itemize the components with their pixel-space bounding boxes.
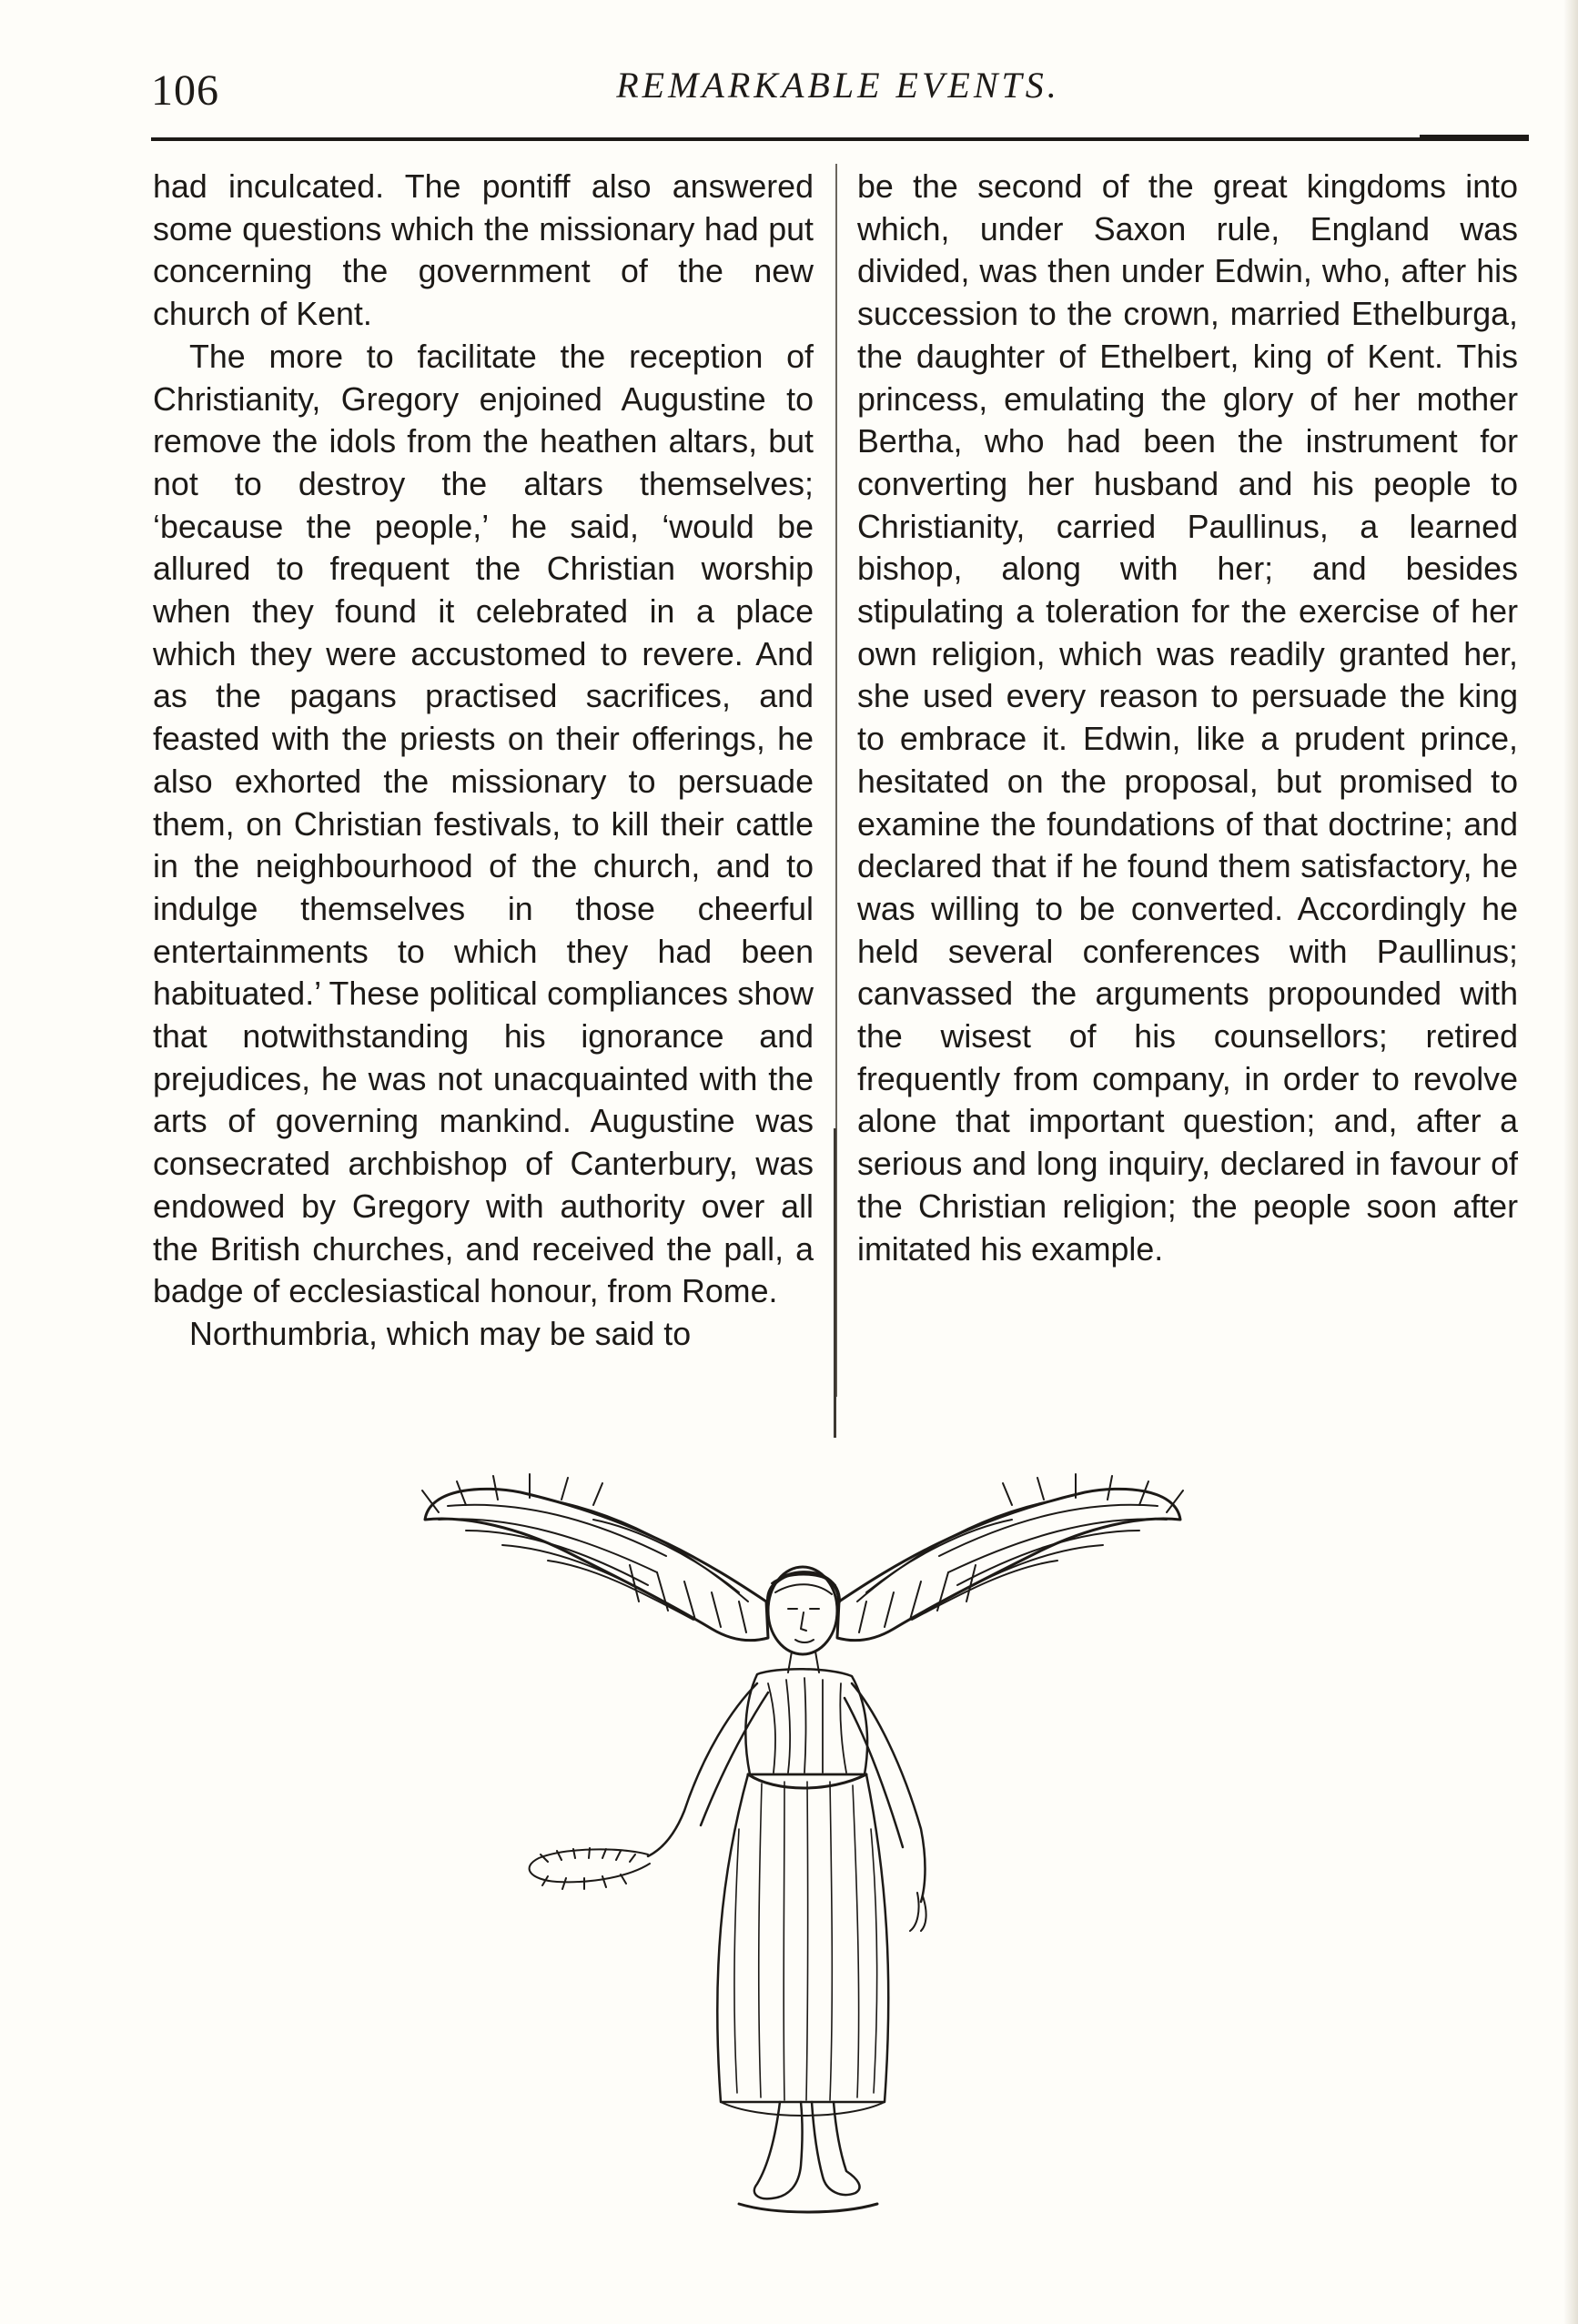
page-number: 106 [151, 66, 219, 115]
right-wing-icon [837, 1474, 1183, 1641]
left-wing-icon [422, 1474, 768, 1641]
running-title: REMARKABLE EVENTS. [616, 65, 1060, 106]
page-edge [1563, 0, 1578, 2324]
paragraph: had inculcated. The pontiff also answered some questions which the missionary had put concerning the government of the new church of Kent. [153, 168, 814, 333]
header-rule [151, 137, 1525, 141]
paragraph: Northumbria, which may be said to [189, 1315, 692, 1352]
left-column [153, 166, 814, 1356]
feet-icon [739, 2102, 877, 2212]
column-divider-lower [834, 1128, 836, 1438]
wreath-icon [530, 1848, 650, 1889]
paragraph: The more to facilitate the reception of Christianity, Gregory enjoined Augustine to remove the idols from the heathen altars, but not to destroy the altars themselves; ‘because the people,’ he said, ‘would be allured to frequent the Christian worship when they found it celebrated in a place which they were accustomed to revere. And as the pagans practised sacrifices, and feasted with the priests on their offerings, he also exhorted the missionary to persuade them, on Christian festivals, to kill their cattle in the neighbourhood of the church, and to indulge themselves in those cheerful entertainments to which they had been habituated.’ These political compliances show that notwithstanding his ignorance and prejudices, he was not unacquainted with the arts of governing mankind. Augustine was consecrated archbishop of Canterbury, was endowed by Gregory with authority over all the British churches, and received the pall, a badge of ecclesiastical honour, from Rome. [153, 338, 814, 1310]
right-column [857, 166, 1518, 1270]
winged-victory-engraving-icon [411, 1465, 1194, 2238]
header-rule-end [1420, 135, 1529, 141]
paragraph: be the second of the great kingdoms into which, under Saxon rule, England was divided, was then under Edwin, who, after his succession to the crown, married Ethelburga, the daughter of Ethelbert, king of Kent. This princess, emulating the glory of her mother Bertha, who had been the instrument for converting her husband and his people to Christianity, carried Paullinus, a learned bishop, along with her; and besides stipulating a toleration for the exercise of her own religion, which was readily granted her, she used every reason to persuade the king to embrace it. Edwin, like a prudent prince, hesitated on the proposal, but promised to examine the foundations of that doctrine; and declared that if he found them satisfactory, he was willing to be converted. Accordingly he held several conferences with Paullinus; canvassed the arguments propounded with the wisest of his counsellors; retired frequently from company, in order to revolve alone that important question; and, after a serious and long inquiry, declared in favour of the Christian religion; the people soon after imitated his example. [857, 168, 1518, 1268]
page-header [151, 64, 1525, 118]
head-icon [768, 1567, 839, 1672]
